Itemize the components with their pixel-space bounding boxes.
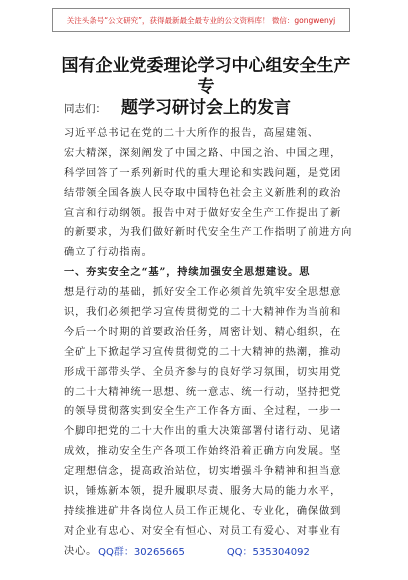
body-line: 对企业有忠心、对安全有恒心、对员工有爱心、对事业有 <box>64 525 342 537</box>
body-line: 个脚印把党的二十大作出的重大决策部署付诸行动、见诸 <box>64 426 342 438</box>
title-line-1: 国有企业党委理论学习中心组安全生产专 <box>61 56 351 97</box>
greeting: 同志们： <box>64 103 106 115</box>
footer-contact <box>0 543 408 558</box>
body-line: 想是行动的基础，抓好安全工作必须首先筑牢安全思想意 <box>64 287 342 299</box>
header-banner: 关注头条号“公文研究”，获得最新最全最专业的公文资料库！ 微信：gongwenyj <box>52 8 350 32</box>
body-line: 的领导贯彻落实到安全生产工作各方面、全过程，一步一 <box>64 406 342 418</box>
body-line: 全矿上下掀起学习宣传贯彻党的二十大精神的热潮，推动 <box>64 346 342 358</box>
document-body <box>64 124 354 562</box>
body-line: 科学回答了一系列新时代的重大理论和实践问题，是党团 <box>64 167 342 179</box>
body-line: 宏大精深，深刻阐发了中国之路、中国之治、中国之理， <box>64 147 342 159</box>
body-line: 今后一个时期的首要政治任务，周密计划、精心组织，在 <box>64 326 342 338</box>
body-line: 的新要求，为我们做好新时代安全生产工作指明了前进方向 <box>64 227 353 239</box>
body-line: 宣言和行动纲领。报告中对于做好安全生产工作提出了新 <box>64 207 342 219</box>
title-line-2: 题学习研讨会上的发言 <box>121 98 291 118</box>
body-line: 定理想信念，提高政治站位，切实增强斗争精神和担当意 <box>64 466 342 478</box>
body-line: 的二十大精神统一思想、统一意志、统一行动，坚持把党 <box>64 386 342 398</box>
body-line: 成效，推动安全生产各项工作始终沿着正确方向发展。坚 <box>64 446 342 458</box>
footer-qq: QQ：535304092 <box>226 547 310 558</box>
body-line: 识，锤炼新本领，提升履职尽责、服务大局的能力水平， <box>64 486 342 498</box>
body-line: 确立了行动指南。 <box>64 247 153 259</box>
section-heading-line: 一、夯实安全之“基”，持续加强安全思想建设。思 <box>64 266 311 279</box>
footer-qq-group: QQ群：30265665 <box>98 547 185 558</box>
body-line: 决心。 <box>64 545 98 557</box>
body-line: 识，我们必须把学习宣传贯彻党的二十大精神作为当前和 <box>64 307 342 319</box>
body-line: 持续推进矿井各岗位人员工作正规化、专业化，确保做到 <box>64 505 342 517</box>
body-line: 习近平总书记在党的二十大所作的报告，高屋建瓴、 <box>64 128 320 139</box>
body-line: 形成干部带头学、全员齐参与的良好学习氛围，切实用党 <box>64 366 342 378</box>
body-line: 结带领全国各族人民夺取中国特色社会主义新胜利的政治 <box>64 187 342 199</box>
